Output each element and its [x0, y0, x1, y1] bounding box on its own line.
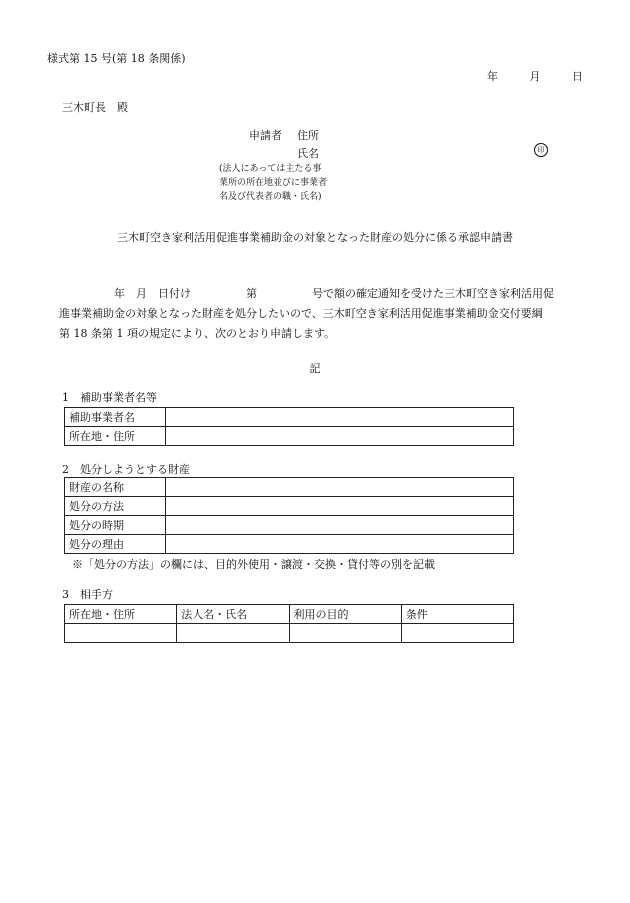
table-row: [65, 408, 514, 427]
input-cell[interactable]: [289, 624, 401, 643]
row-label: 処分の方法: [65, 497, 166, 516]
ki-heading: 記: [309, 362, 321, 375]
row-label: 処分の時期: [65, 516, 166, 535]
date-day: 日: [572, 70, 583, 83]
table-row: [65, 535, 514, 554]
body-line: 第 18 条第 1 項の規定により、次のとおり申請します。: [59, 327, 336, 340]
remark-note: ※「処分の方法」の欄には、目的外使用・譲渡・交換・貸付等の別を記載: [72, 558, 435, 571]
seal-mark: 印: [534, 143, 548, 157]
column-header: 法人名・氏名: [177, 605, 289, 624]
body-line: 進事業補助金の対象となった財産を処分したいので、三木町空き家利活用促進事業補助金交付要綱: [59, 307, 543, 320]
table-row: [65, 497, 514, 516]
section-heading: 3 相手方: [62, 588, 113, 601]
note-line: 業所の所在地並びに事業者: [219, 178, 328, 188]
applicant-name-label: 氏名: [297, 147, 319, 160]
section-heading: 2 処分しようとする財産: [62, 463, 190, 476]
body-paragraph: [59, 284, 584, 344]
input-cell[interactable]: [166, 427, 514, 446]
input-cell[interactable]: [166, 497, 514, 516]
column-header: 利用の目的: [289, 605, 401, 624]
input-cell[interactable]: [65, 624, 177, 643]
input-cell[interactable]: [401, 624, 513, 643]
body-line: 年 月 日付け 第 号で額の確定通知を受けた三木町空き家利活用促: [59, 287, 554, 300]
table-header-row: [65, 605, 514, 624]
applicant-label: 申請者: [249, 129, 282, 142]
form-number: 様式第 15 号(第 18 条関係): [47, 52, 186, 65]
date-month: 月: [529, 70, 541, 83]
addressee: 三木町長 殿: [62, 101, 128, 114]
column-header: 条件: [401, 605, 513, 624]
input-cell[interactable]: [166, 408, 514, 427]
input-cell[interactable]: [166, 478, 514, 497]
table-row: [65, 427, 514, 446]
row-label: 所在地・住所: [65, 427, 166, 446]
applicant-address-label: 住所: [297, 129, 319, 142]
date-line: [459, 68, 583, 84]
note-line: (法人にあっては主たる事: [219, 164, 322, 174]
row-label: 補助事業者名: [65, 408, 166, 427]
input-cell[interactable]: [166, 535, 514, 554]
column-header: 所在地・住所: [65, 605, 177, 624]
document-title: 三木町空き家利活用促進事業補助金の対象となった財産の処分に係る承認申請書: [117, 231, 513, 244]
recipient-table: [64, 407, 514, 446]
input-cell[interactable]: [177, 624, 289, 643]
note-line: 名及び代表者の職・氏名): [219, 192, 322, 202]
property-table: [64, 477, 514, 554]
table-row: [65, 624, 514, 643]
table-row: [65, 478, 514, 497]
input-cell[interactable]: [166, 516, 514, 535]
counterparty-table: [64, 604, 514, 643]
row-label: 処分の理由: [65, 535, 166, 554]
date-year: 年: [487, 70, 498, 83]
table-row: [65, 516, 514, 535]
section-heading: 1 補助事業者名等: [62, 391, 157, 404]
row-label: 財産の名称: [65, 478, 166, 497]
applicant-note: [219, 162, 327, 204]
